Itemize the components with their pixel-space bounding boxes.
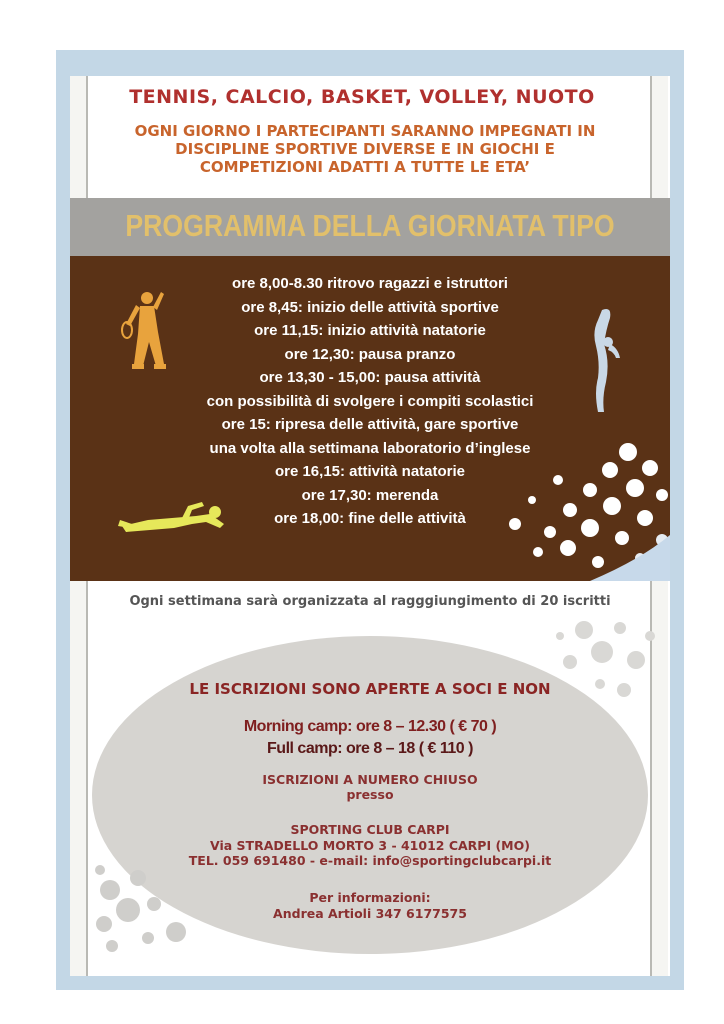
schedule-item: ore 17,30: merenda [301,486,439,504]
intro-text [100,122,630,176]
morning-camp-price: Morning camp: ore 8 – 12.30 ( € 70 ) [243,718,497,735]
schedule-item: ore 12,30: pausa pranzo [284,345,456,363]
schedule-item: ore 8,45: inizio delle attività sportive [241,298,499,316]
info-contact [70,890,670,922]
schedule-item: ore 8,00-8.30 ritrovo ragazzi e istruttori [232,275,508,292]
closed-number-text: ISCRIZIONI A NUMERO CHIUSO [262,772,478,787]
club-contact [70,822,670,869]
schedule-item: ore 16,15: attività natatorie [274,463,466,480]
schedule-item: una volta alla settimana laboratorio d’inglese [209,439,531,457]
weekly-note: Ogni settimana sarà organizzata al ragggiungimento di 20 iscritti [129,594,611,609]
intro-line: OGNI GIORNO I PARTECIPANTI SARANNO IMPEGNATI IN [134,122,596,140]
info-person: Andrea Artioli 347 6177575 [273,906,467,921]
program-title: PROGRAMMA DELLA GIORNATA TIPO [125,208,615,243]
intro-line: DISCIPLINE SPORTIVE DIVERSE E IN GIOCHI E [175,140,555,158]
closed-registration [70,772,670,802]
club-phone-email: TEL. 059 691480 - e-mail: info@sportingclubcarpi.it [188,853,552,868]
club-address: Via STRADELLO MORTO 3 - 41012 CARPI (MO) [210,837,530,853]
club-name: SPORTING CLUB CARPI [290,822,450,837]
intro-line: COMPETIZIONI ADATTI A TUTTE LE ETA’ [199,158,531,176]
schedule-item: ore 11,15: inizio attività natatorie [254,322,486,339]
schedule-item: ore 15: ripresa delle attività, gare sportive [221,416,519,433]
schedule-item: ore 18,00: fine delle attività [274,510,466,527]
schedule-item: ore 13,30 - 15,00: pausa attività [259,369,481,386]
info-label: Per informazioni: [309,890,431,905]
sports-headline: TENNIS, CALCIO, BASKET, VOLLEY, NUOTO [129,86,595,108]
schedule-list [70,272,670,531]
full-camp-price: Full camp: ore 8 – 18 ( € 110 ) [267,740,473,757]
schedule-item: con possibilità di svolgere i compiti scolastici [206,392,534,410]
presso-text: presso [346,787,394,802]
registration-title: LE ISCRIZIONI SONO APERTE A SOCI E NON [189,680,551,698]
